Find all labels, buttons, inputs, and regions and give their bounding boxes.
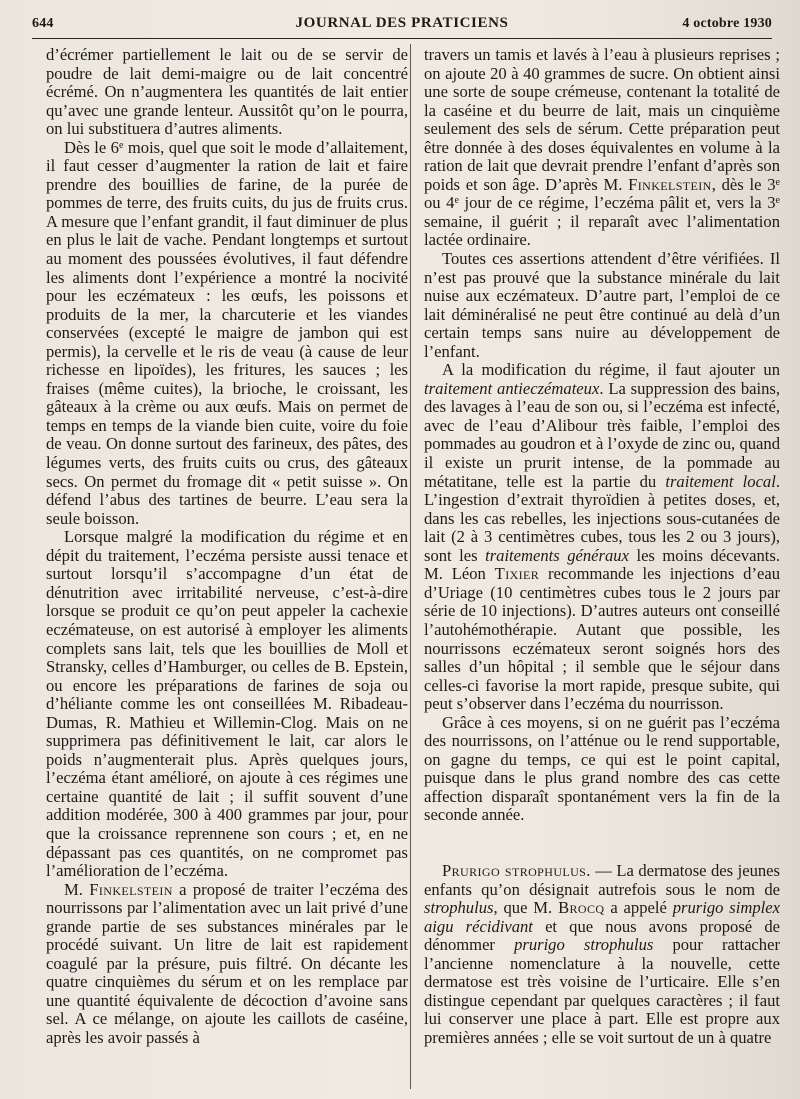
page-number: 644 [32,16,54,31]
paragraph: travers un tamis et lavés à l’eau à plusieurs reprises ; on ajoute 20 à 40 grammes de sucre. On obtient ainsi une sorte de soupe crémeuse, contenant la totalité de la caséine et du beurre de lait, mais un cinquième seulement des sels de sérum. Cette préparation peut être donnée à des doses équivalentes en volume à la ration de lait que devrait prendre l’enfant d’après son poids et son âge. D’après M. Finkelstein, dès le 3e ou 4e jour de ce régime, l’eczéma pâlit et, vers la 3e semaine, il guérit ; il reparaît avec l’alimentation lactée ordinaire. [424,45,780,250]
paragraph: Dès le 6e mois, quel que soit le mode d’allaitement, il faut cesser d’augmenter la ration de lait et faire prendre des bouillies de farine, de la purée de pommes de terre, des fruits cuits, du jus de fruits crus. A mesure que l’enfant grandit, il faut diminuer de plus en plus le lait de vache. Pendant longtemps et surtout au moment des poussées évolutives, il faut défendre les aliments dont l’expérience a montré la nocivité pour les eczémateux : les œufs, les poissons et produits de la mer, la charcuterie et les viandes conservées (excepté le maigre de jambon qui est permis), la cervelle et le ris de veau (à cause de leur richesse en lipoïdes), les fritures, les sauces ; les fraises (même cuites), la brioche, le croissant, les gâteaux à la crème ou aux œufs. Mais on permet de temps en temps de la viande bien cuite, voire du foie de veau. On donne surtout des farineux, des pâtes, des légumes verts, des fruits cuits ou crus, des gâteaux secs. On permet du fromage dit « petit suisse ». On défend l’abus des tartines de beurre. L’eau sera la seule boisson. [46,137,408,528]
section-heading: Prurigo strophulus. [442,860,591,880]
paragraph: Toutes ces assertions attendent d’être vérifiées. Il n’est pas prouvé que la substance minérale du lait nuise aux eczémateux. D’autre part, l’emploi de ce lait déminéralisé ne peut être continué au delà d’un certain temps sans nuire au développement de l’enfant. [424,249,780,361]
author-name: Finkelstein [89,879,173,899]
paragraph: Grâce à ces moyens, si on ne guérit pas l’eczéma des nourrissons, on l’atténue ou le rend supportable, on gagne du temps, ce qui est le point capital, puisque dans le plus grand nombre des cas cette affection disparaît spontanément vers la fin de la seconde année. [424,712,780,825]
paragraph: M. Finkelstein a proposé de traiter l’eczéma des nourrissons par l’alimentation avec un lait privé d’une grande partie de ses substances minérales par le procédé suivant. Un litre de lait est rapidement coagulé par la présure, puis filtré. On décante les quatre cinquièmes du sérum et on les remplace par une quantité équivalente de décoction d’avoine sans sel. A ce mélange, on ajoute les caillots de caséine, après les avoir passés à [46,879,408,1047]
left-column [46,46,408,1048]
author-name: Brocq [558,898,605,918]
paragraph: Prurigo strophulus. — La dermatose des jeunes enfants qu’on désignait autrefois sous le nom de strophulus, que M. Brocq a appelé prurigo simplex aigu récidivant et que nous avons proposé de dénommer prurigo strophulus pour rattacher l’ancienne nomenclature à la nouvelle, cette dermatose est très voisine de l’urticaire. Elle s’en distingue cependant par quelques caractères ; il faut lui conserver une place à part. Elle est propre aux premières années ; elle se voit surtout de un à quatre [424,860,780,1047]
right-column [424,46,780,1047]
journal-title: JOURNAL DES PRATICIENS [295,15,509,31]
paragraph: d’écrémer partiellement le lait ou de se servir de poudre de lait demi-maigre ou de lait concentré écrémé. On n’augmentera les quantités de lait entier qu’avec une grande lenteur. Aussitôt qu’on le pourra, on lui substituera d’autres aliments. [46,45,408,139]
author-name: Tixier [494,564,540,584]
section-spacer [424,825,780,862]
running-header [32,10,772,39]
author-name: Finkelstein [628,174,712,194]
paragraph: A la modification du régime, il faut ajouter un traitement antieczémateux. La suppression des bains, des lavages à l’eau de son ou, si l’eczéma est infecté, avec de l’eau d’Alibour très faible, l’emploi des pommades au goudron et à l’oxyde de zinc ou, quand il existe un prurit intense, de la pommade au métatitane, telle est la partie du traitement local. L’ingestion d’extrait thyroïdien à petites doses, et, dans les cas rebelles, les injections sous-cutanées de lait (2 à 3 centimètres cubes, tous les 2 ou 3 jours), sont les traitements généraux les moins décevants. M. Léon Tixier recommande les injections d’eau d’Uriage (10 centimètres cubes tous le 2 jours par série de 10 injections). D’autres auteurs ont conseillé l’autohémothérapie. Autant que possible, les nourrissons eczémateux seront soignés hors des salles d’un hôpital ; il semble que le séjour dans celles-ci favorise la mort rapide, presque subite, qui peut s’observer dans l’eczéma du nourrisson. [424,360,781,714]
column-divider [410,44,411,1089]
paragraph: Lorsque malgré la modification du régime et en dépit du traitement, l’eczéma persiste aussi tenace et surtout lorsqu’il s’accompagne d’un état de dénutrition avec irritabilité nerveuse, c’est-à-dire lorsque se produit ce qu’on peut appeler la cachexie eczémateuse, on est autorisé à employer les aliments complets sans lait, tels que les bouillies de Moll et Stransky, celles d’Hamburger, ou celles de B. Epstein, ou encore les préparations de farines de soja ou d’héliante comme les ont conseillées M. Ribadeau-Dumas, R. Mathieu et Willemin-Clog. Mais on ne supprimera pas définitivement le lait, car alors le poids n’augmenterait plus. Après quelques jours, l’eczéma étant amélioré, on ajoute à ces régimes une certaine quantité de lait ; il suffit souvent d’une addition modérée, 300 à 400 grammes par jour, pour que la croissance reprennene son cours ; et, en ne dépassant pas ces quantités, on ne compromet pas l’amélioration de l’eczéma. [46,527,408,881]
issue-date: 4 octobre 1930 [682,16,772,31]
